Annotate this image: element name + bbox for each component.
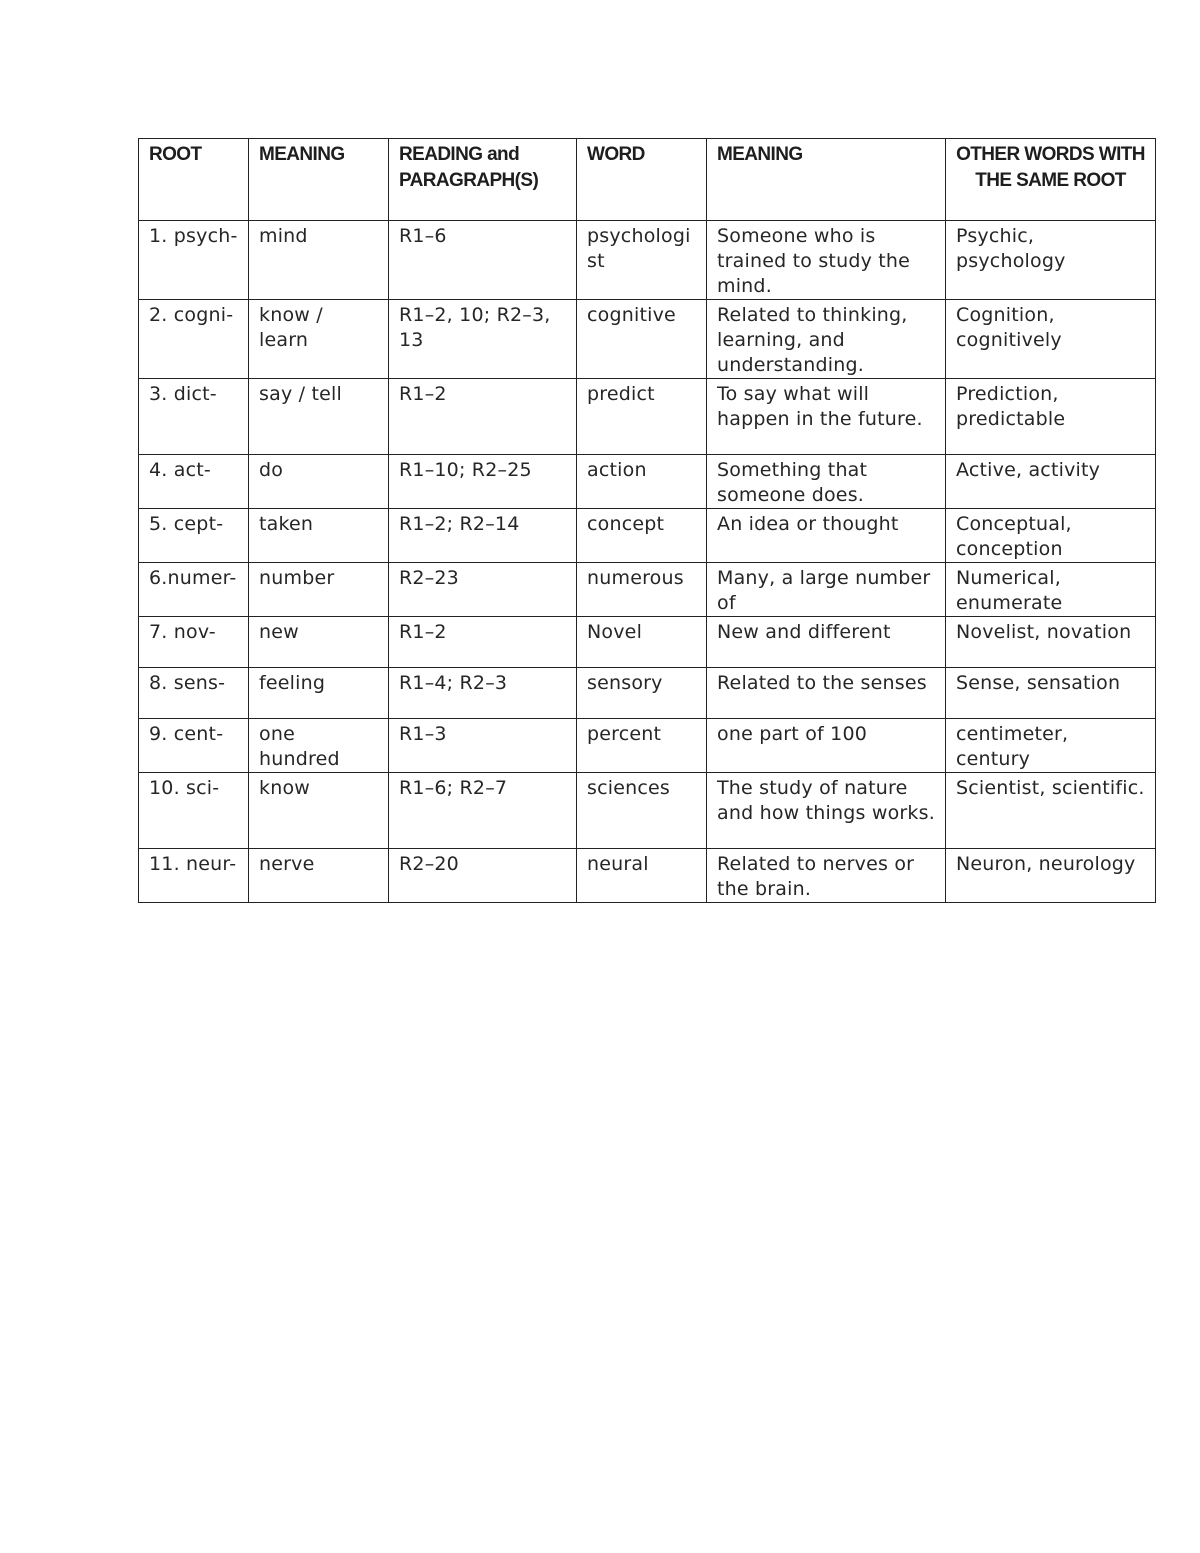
table-row — [139, 773, 1156, 849]
cell-word-meaning: The study of nature and how things works. — [707, 773, 946, 849]
header-meaning: MEANING — [249, 139, 389, 221]
cell-reading: R1–2 — [389, 379, 577, 455]
cell-word-meaning: Related to nerves or the brain. — [707, 849, 946, 903]
cell-word: neural — [577, 849, 707, 903]
cell-reading: R1–3 — [389, 719, 577, 773]
cell-word-meaning: Many, a large number of — [707, 563, 946, 617]
cell-reading: R1–2; R2–14 — [389, 509, 577, 563]
table-row — [139, 221, 1156, 300]
cell-meaning: feeling — [249, 668, 389, 719]
cell-word: numerous — [577, 563, 707, 617]
cell-meaning: mind — [249, 221, 389, 300]
cell-word-meaning: Related to thinking, learning, and understanding. — [707, 300, 946, 379]
cell-reading: R1–4; R2–3 — [389, 668, 577, 719]
cell-word: sciences — [577, 773, 707, 849]
cell-meaning: new — [249, 617, 389, 668]
cell-reading: R1–2 — [389, 617, 577, 668]
table-row — [139, 849, 1156, 903]
cell-other-words: centimeter, century — [946, 719, 1156, 773]
cell-root: 9. cent- — [139, 719, 249, 773]
cell-other-words: Prediction, predictable — [946, 379, 1156, 455]
cell-other-words: Numerical, enumerate — [946, 563, 1156, 617]
cell-word-meaning: Related to the senses — [707, 668, 946, 719]
table-row — [139, 509, 1156, 563]
cell-other-words: Sense, sensation — [946, 668, 1156, 719]
cell-other-words: Active, activity — [946, 455, 1156, 509]
cell-meaning: know — [249, 773, 389, 849]
cell-word-meaning: To say what will happen in the future. — [707, 379, 946, 455]
header-word: WORD — [577, 139, 707, 221]
cell-word-meaning: New and different — [707, 617, 946, 668]
cell-word-meaning: one part of 100 — [707, 719, 946, 773]
cell-other-words: Cognition, cognitively — [946, 300, 1156, 379]
cell-reading: R1–6; R2–7 — [389, 773, 577, 849]
header-word-meaning: MEANING — [707, 139, 946, 221]
cell-root: 1. psych- — [139, 221, 249, 300]
cell-root: 11. neur- — [139, 849, 249, 903]
cell-meaning: know / learn — [249, 300, 389, 379]
header-row — [139, 139, 1156, 221]
header-other-words: OTHER WORDS WITH THE SAME ROOT — [946, 139, 1156, 221]
cell-root: 3. dict- — [139, 379, 249, 455]
cell-meaning: one hundred — [249, 719, 389, 773]
cell-meaning: do — [249, 455, 389, 509]
table-row — [139, 563, 1156, 617]
cell-root: 7. nov- — [139, 617, 249, 668]
cell-word-meaning: An idea or thought — [707, 509, 946, 563]
cell-reading: R1–10; R2–25 — [389, 455, 577, 509]
table-row — [139, 719, 1156, 773]
cell-word-meaning: Something that someone does. — [707, 455, 946, 509]
table-row — [139, 300, 1156, 379]
table-row — [139, 668, 1156, 719]
cell-word: sensory — [577, 668, 707, 719]
cell-reading: R1–6 — [389, 221, 577, 300]
cell-root: 10. sci- — [139, 773, 249, 849]
cell-root: 4. act- — [139, 455, 249, 509]
cell-reading: R2–20 — [389, 849, 577, 903]
header-reading: READING and PARAGRAPH(S) — [389, 139, 577, 221]
cell-word: psychologist — [577, 221, 707, 300]
cell-word: percent — [577, 719, 707, 773]
cell-word: cognitive — [577, 300, 707, 379]
cell-root: 5. cept- — [139, 509, 249, 563]
cell-other-words: Conceptual, conception — [946, 509, 1156, 563]
cell-reading: R1–2, 10; R2–3, 13 — [389, 300, 577, 379]
cell-other-words: Psychic, psychology — [946, 221, 1156, 300]
table-row — [139, 379, 1156, 455]
cell-other-words: Novelist, novation — [946, 617, 1156, 668]
cell-word-meaning: Someone who is trained to study the mind. — [707, 221, 946, 300]
cell-root: 8. sens- — [139, 668, 249, 719]
word-roots-table — [138, 138, 1156, 903]
header-root: ROOT — [139, 139, 249, 221]
cell-reading: R2–23 — [389, 563, 577, 617]
cell-root: 6.numer- — [139, 563, 249, 617]
cell-meaning: nerve — [249, 849, 389, 903]
table-row — [139, 455, 1156, 509]
cell-meaning: say / tell — [249, 379, 389, 455]
cell-other-words: Scientist, scientific. — [946, 773, 1156, 849]
cell-other-words: Neuron, neurology — [946, 849, 1156, 903]
cell-word: Novel — [577, 617, 707, 668]
cell-word: action — [577, 455, 707, 509]
table-row — [139, 617, 1156, 668]
cell-meaning: taken — [249, 509, 389, 563]
cell-root: 2. cogni- — [139, 300, 249, 379]
cell-meaning: number — [249, 563, 389, 617]
cell-word: concept — [577, 509, 707, 563]
cell-word: predict — [577, 379, 707, 455]
